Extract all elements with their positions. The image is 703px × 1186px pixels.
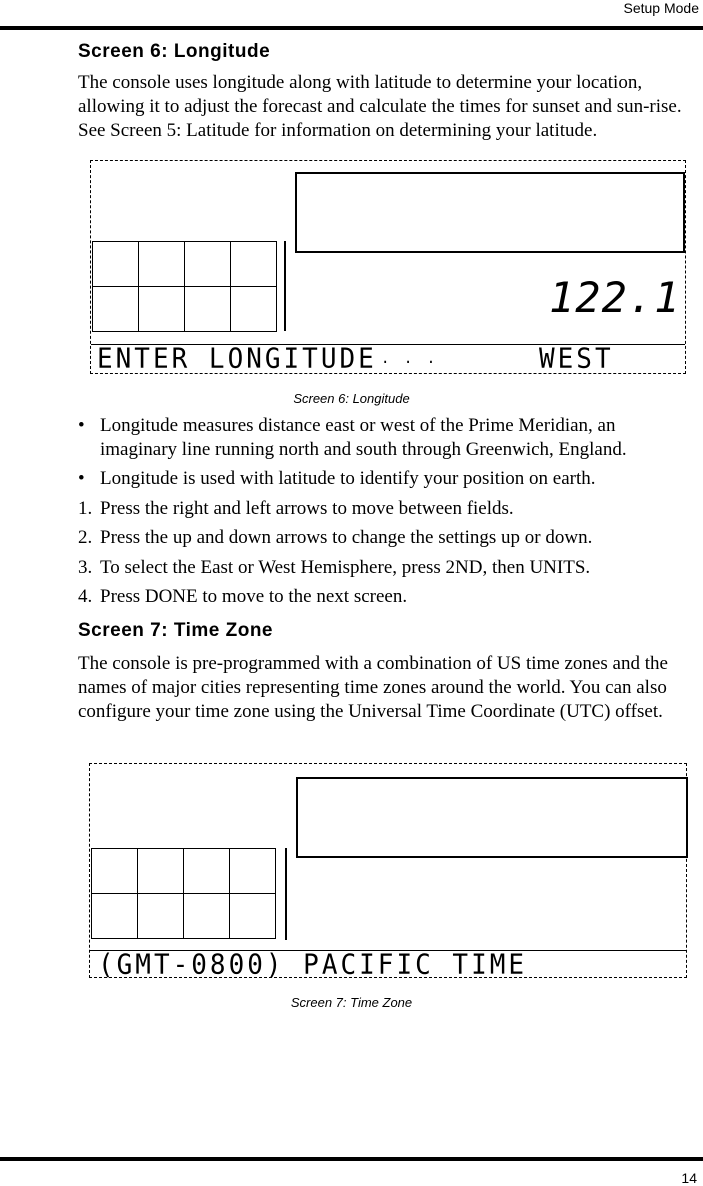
running-header: Setup Mode: [623, 0, 699, 16]
bullet-marker: •: [78, 468, 85, 489]
step-item: [78, 497, 688, 521]
lcd-segment-grid: [91, 848, 276, 939]
hemisphere-text: WEST: [539, 343, 614, 375]
step-item: [78, 585, 688, 609]
step-number: 4.: [78, 586, 93, 607]
step-item: [78, 556, 688, 580]
lcd-message-box: [296, 777, 688, 858]
step-text: To select the East or West Hemisphere, press 2ND, then UNITS.: [100, 557, 591, 578]
screen6-heading: Screen 6: Longitude: [78, 41, 271, 62]
lcd-grid-edge: [285, 848, 287, 940]
lcd-prompt-text: ENTER LONGITUDE: [97, 343, 377, 375]
bullet-text: Longitude measures distance east or west of the Prime Meridian, an imaginary line running north and south through Greenwich, England.: [100, 415, 627, 460]
step-text: Press the right and left arrows to move between fields.: [100, 498, 514, 519]
screen6-caption: Screen 6: Longitude: [293, 391, 410, 406]
header-rule: [0, 26, 703, 30]
step-text: Press DONE to move to the next screen.: [100, 586, 408, 607]
timezone-text: (GMT-0800) PACIFIC TIME: [98, 949, 528, 981]
lcd-segment-grid: [92, 241, 277, 332]
longitude-value: 122.1: [549, 273, 681, 322]
bullet-item: [78, 414, 688, 462]
bullet-marker: •: [78, 415, 85, 436]
longitude-lcd-display: [90, 160, 686, 374]
screen6-intro: The console uses longitude along with latitude to determine your location, allowing it to adjust the forecast and calculate the times for sunset and sun-rise. See Screen 5: Latitude for information on determining your latitude.: [78, 72, 682, 141]
screen7-caption: Screen 7: Time Zone: [290, 995, 413, 1010]
lcd-message-box: [295, 172, 685, 253]
step-item: [78, 526, 688, 550]
step-number: 2.: [78, 527, 93, 548]
step-number: 1.: [78, 498, 93, 519]
timezone-lcd-display: [89, 763, 687, 981]
step-text: Press the up and down arrows to change the settings up or down.: [100, 527, 593, 548]
screen7-heading: Screen 7: Time Zone: [78, 620, 273, 641]
bullet-item: [78, 467, 688, 491]
bullet-text: Longitude is used with latitude to identify your position on earth.: [100, 468, 596, 489]
page-number: 14: [681, 1170, 697, 1186]
step-number: 3.: [78, 557, 93, 578]
lcd-grid-edge: [284, 241, 286, 331]
screen7-intro: The console is pre-programmed with a combination of US time zones and the names of major cities representing time zones around the world. You can also configure your time zone using the Universal Time Coordinate (UTC) offset.: [78, 653, 668, 722]
lcd-dots: . . .: [381, 350, 439, 368]
footer-rule: [0, 1157, 703, 1161]
